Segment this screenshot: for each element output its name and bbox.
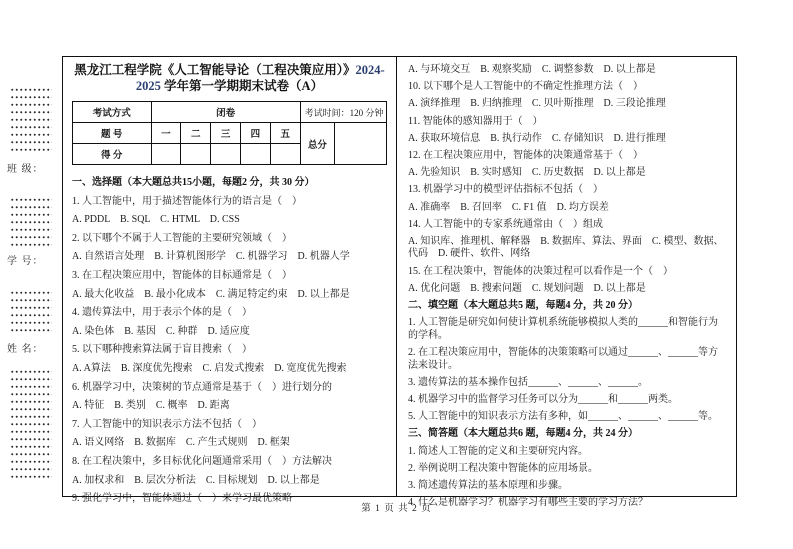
question-line: A. 加权求和 B. 层次分析法 C. 目标规划 D. 以上都是 — [72, 474, 320, 486]
question-number-row-label: 题 号 — [73, 123, 152, 144]
total-score-cell — [335, 123, 387, 165]
right-column — [397, 57, 736, 509]
question-line: 1. 人工智能中，用于描述智能体行为的语言是（ ） — [72, 195, 302, 207]
question-line: 5. 人工智能中的知识表示方法有多种，如______、______、______等。 — [408, 411, 718, 423]
question-line: A. 先验知识 B. 实时感知 C. 历史数据 D. 以上都是 — [408, 167, 646, 179]
question-line: 8. 在工程决策中，多目标优化问题通常采用（ ）方法解决 — [72, 455, 332, 467]
question-line: A. 获取环境信息 B. 执行动作 C. 存储知识 D. 进行推理 — [408, 132, 666, 144]
question-line: 7. 人工智能中的知识表示方法不包括（ ） — [72, 418, 262, 430]
section-choice-title: 一、选择题（本大题总共15小题，每题2 分，共 30 分） — [72, 177, 315, 188]
choice-questions-right — [408, 64, 727, 295]
seal-line-dots — [9, 84, 52, 151]
question-col-3: 三 — [211, 123, 241, 144]
question-line: A. 最大化收益 B. 最小化成本 C. 满足特定约束 D. 以上都是 — [72, 288, 350, 300]
question-line: 11. 智能体的感知器用于（ ） — [408, 115, 543, 127]
question-line: A. 与环境交互 B. 观察奖励 C. 调整参数 D. 以上都是 — [408, 64, 656, 75]
question-line: 4. 机器学习中的监督学习任务可以分为______和______两类。 — [408, 393, 678, 405]
question-line: 14. 人工智能中的专家系统通常由（ ）组成 — [408, 218, 603, 230]
question-line: 6. 机器学习中，决策树的节点通常是基于（ ）进行划分的 — [72, 381, 332, 393]
question-line: A. 特征 B. 类别 C. 概率 D. 距离 — [72, 400, 230, 412]
question-line: 3. 遗传算法的基本操作包括______、______、______。 — [408, 376, 648, 388]
question-line: 4. 遗传算法中，用于表示个体的是（ ） — [72, 307, 252, 319]
seal-line-dots — [9, 366, 52, 480]
question-line: A. 准确率 B. 召回率 C. F1 值 D. 均方误差 — [408, 201, 609, 213]
section-short-title: 三、简答题（本大题总共6 题，每题4 分，共 24 分） — [408, 428, 638, 440]
page-footer: 第 1 页 共 2 页 — [361, 504, 432, 514]
exam-title-term: 学年第一学期期末试卷（A） — [160, 78, 324, 93]
fill-questions — [408, 317, 727, 424]
question-line: 1. 人工智能是研究如何使计算机系统能够模拟人类的______和智能行为的学科。 — [408, 317, 718, 341]
student-id-label: 学 号： — [7, 256, 44, 267]
score-cell — [211, 144, 241, 165]
question-line: A. 知识库、推理机、解释器 B. 数据库、算法、界面 C. 模型、数据、代码 D. 硬件、软件、网络 — [408, 235, 724, 260]
score-cell — [181, 144, 211, 165]
question-line: A. 自然语言处理 B. 计算机图形学 C. 机器学习 D. 机器人学 — [72, 251, 350, 263]
score-cell — [151, 144, 181, 165]
question-line: 9. 强化学习中，智能体通过（ ）来学习最优策略 — [72, 493, 292, 505]
question-line: A. 演绎推理 B. 归纳推理 C. 贝叶斯推理 D. 三段论推理 — [408, 98, 666, 110]
question-col-1: 一 — [151, 123, 181, 144]
question-line: 15. 在工程决策中，智能体的决策过程可以看作是一个（ ） — [408, 265, 673, 277]
question-line: A. 染色体 B. 基因 C. 种群 D. 适应度 — [72, 325, 250, 337]
question-line: A. 语义网络 B. 数据库 C. 产生式规则 D. 框架 — [72, 437, 290, 449]
question-line: 3. 简述遗传算法的基本原理和步骤。 — [408, 479, 568, 491]
question-line: A. A算法 B. 深度优先搜索 C. 启发式搜索 D. 宽度优先搜索 — [72, 362, 347, 374]
question-line: 2. 以下哪个不属于人工智能的主要研究领域（ ） — [72, 232, 292, 244]
question-line: 3. 在工程决策应用中，智能体的目标通常是（ ） — [72, 269, 292, 281]
section-fill-title: 二、填空题（本大题总共5 题，每题4 分，共 20 分） — [408, 300, 638, 312]
seal-line-dots — [9, 194, 52, 248]
exam-title — [72, 63, 387, 94]
exam-method-value: 闭卷 — [151, 102, 300, 123]
question-line: 4. 什么是机器学习？机器学习有哪些主要的学习方法？ — [408, 497, 648, 509]
score-cell — [270, 144, 300, 165]
class-label: 班 级： — [7, 164, 44, 175]
exam-title-school: 黑龙江工程学院《人工智能导论（工程决策应用）》 — [74, 63, 356, 77]
score-row-label: 得 分 — [73, 144, 152, 165]
question-line: 12. 在工程决策应用中，智能体的决策通常基于（ ） — [408, 149, 643, 161]
question-line: 13. 机器学习中的模型评估指标不包括（ ） — [408, 184, 603, 196]
question-line: 1. 简述人工智能的定义和主要研究内容。 — [408, 445, 588, 457]
question-col-5: 五 — [270, 123, 300, 144]
question-line: A. 优化问题 B. 搜索问题 C. 规划问题 D. 以上都是 — [408, 282, 646, 294]
exam-info-table — [72, 101, 387, 165]
total-score-label: 总分 — [300, 123, 335, 165]
left-column — [63, 57, 397, 505]
question-line: A. PDDL B. SQL C. HTML D. CSS — [72, 214, 240, 226]
name-label: 姓 名： — [7, 344, 44, 355]
question-col-4: 四 — [240, 123, 270, 144]
question-line: 2. 举例说明工程决策中智能体的应用场景。 — [408, 462, 598, 474]
question-line: 5. 以下哪种搜索算法属于盲目搜索（ ） — [72, 344, 252, 356]
score-cell — [240, 144, 270, 165]
choice-questions-left — [72, 195, 387, 506]
question-line: 2. 在工程决策应用中，智能体的决策策略可以通过______、______等方法来设计。 — [408, 347, 718, 371]
exam-method-label: 考试方式 — [73, 102, 152, 123]
question-line: 10. 以下哪个是人工智能中的不确定性推理方法（ ） — [408, 81, 643, 93]
question-col-2: 二 — [181, 123, 211, 144]
seal-line-dots — [9, 287, 52, 334]
exam-title-year: 2024-2025 — [135, 63, 385, 93]
exam-time: 考试时间：120 分钟 — [300, 102, 386, 123]
